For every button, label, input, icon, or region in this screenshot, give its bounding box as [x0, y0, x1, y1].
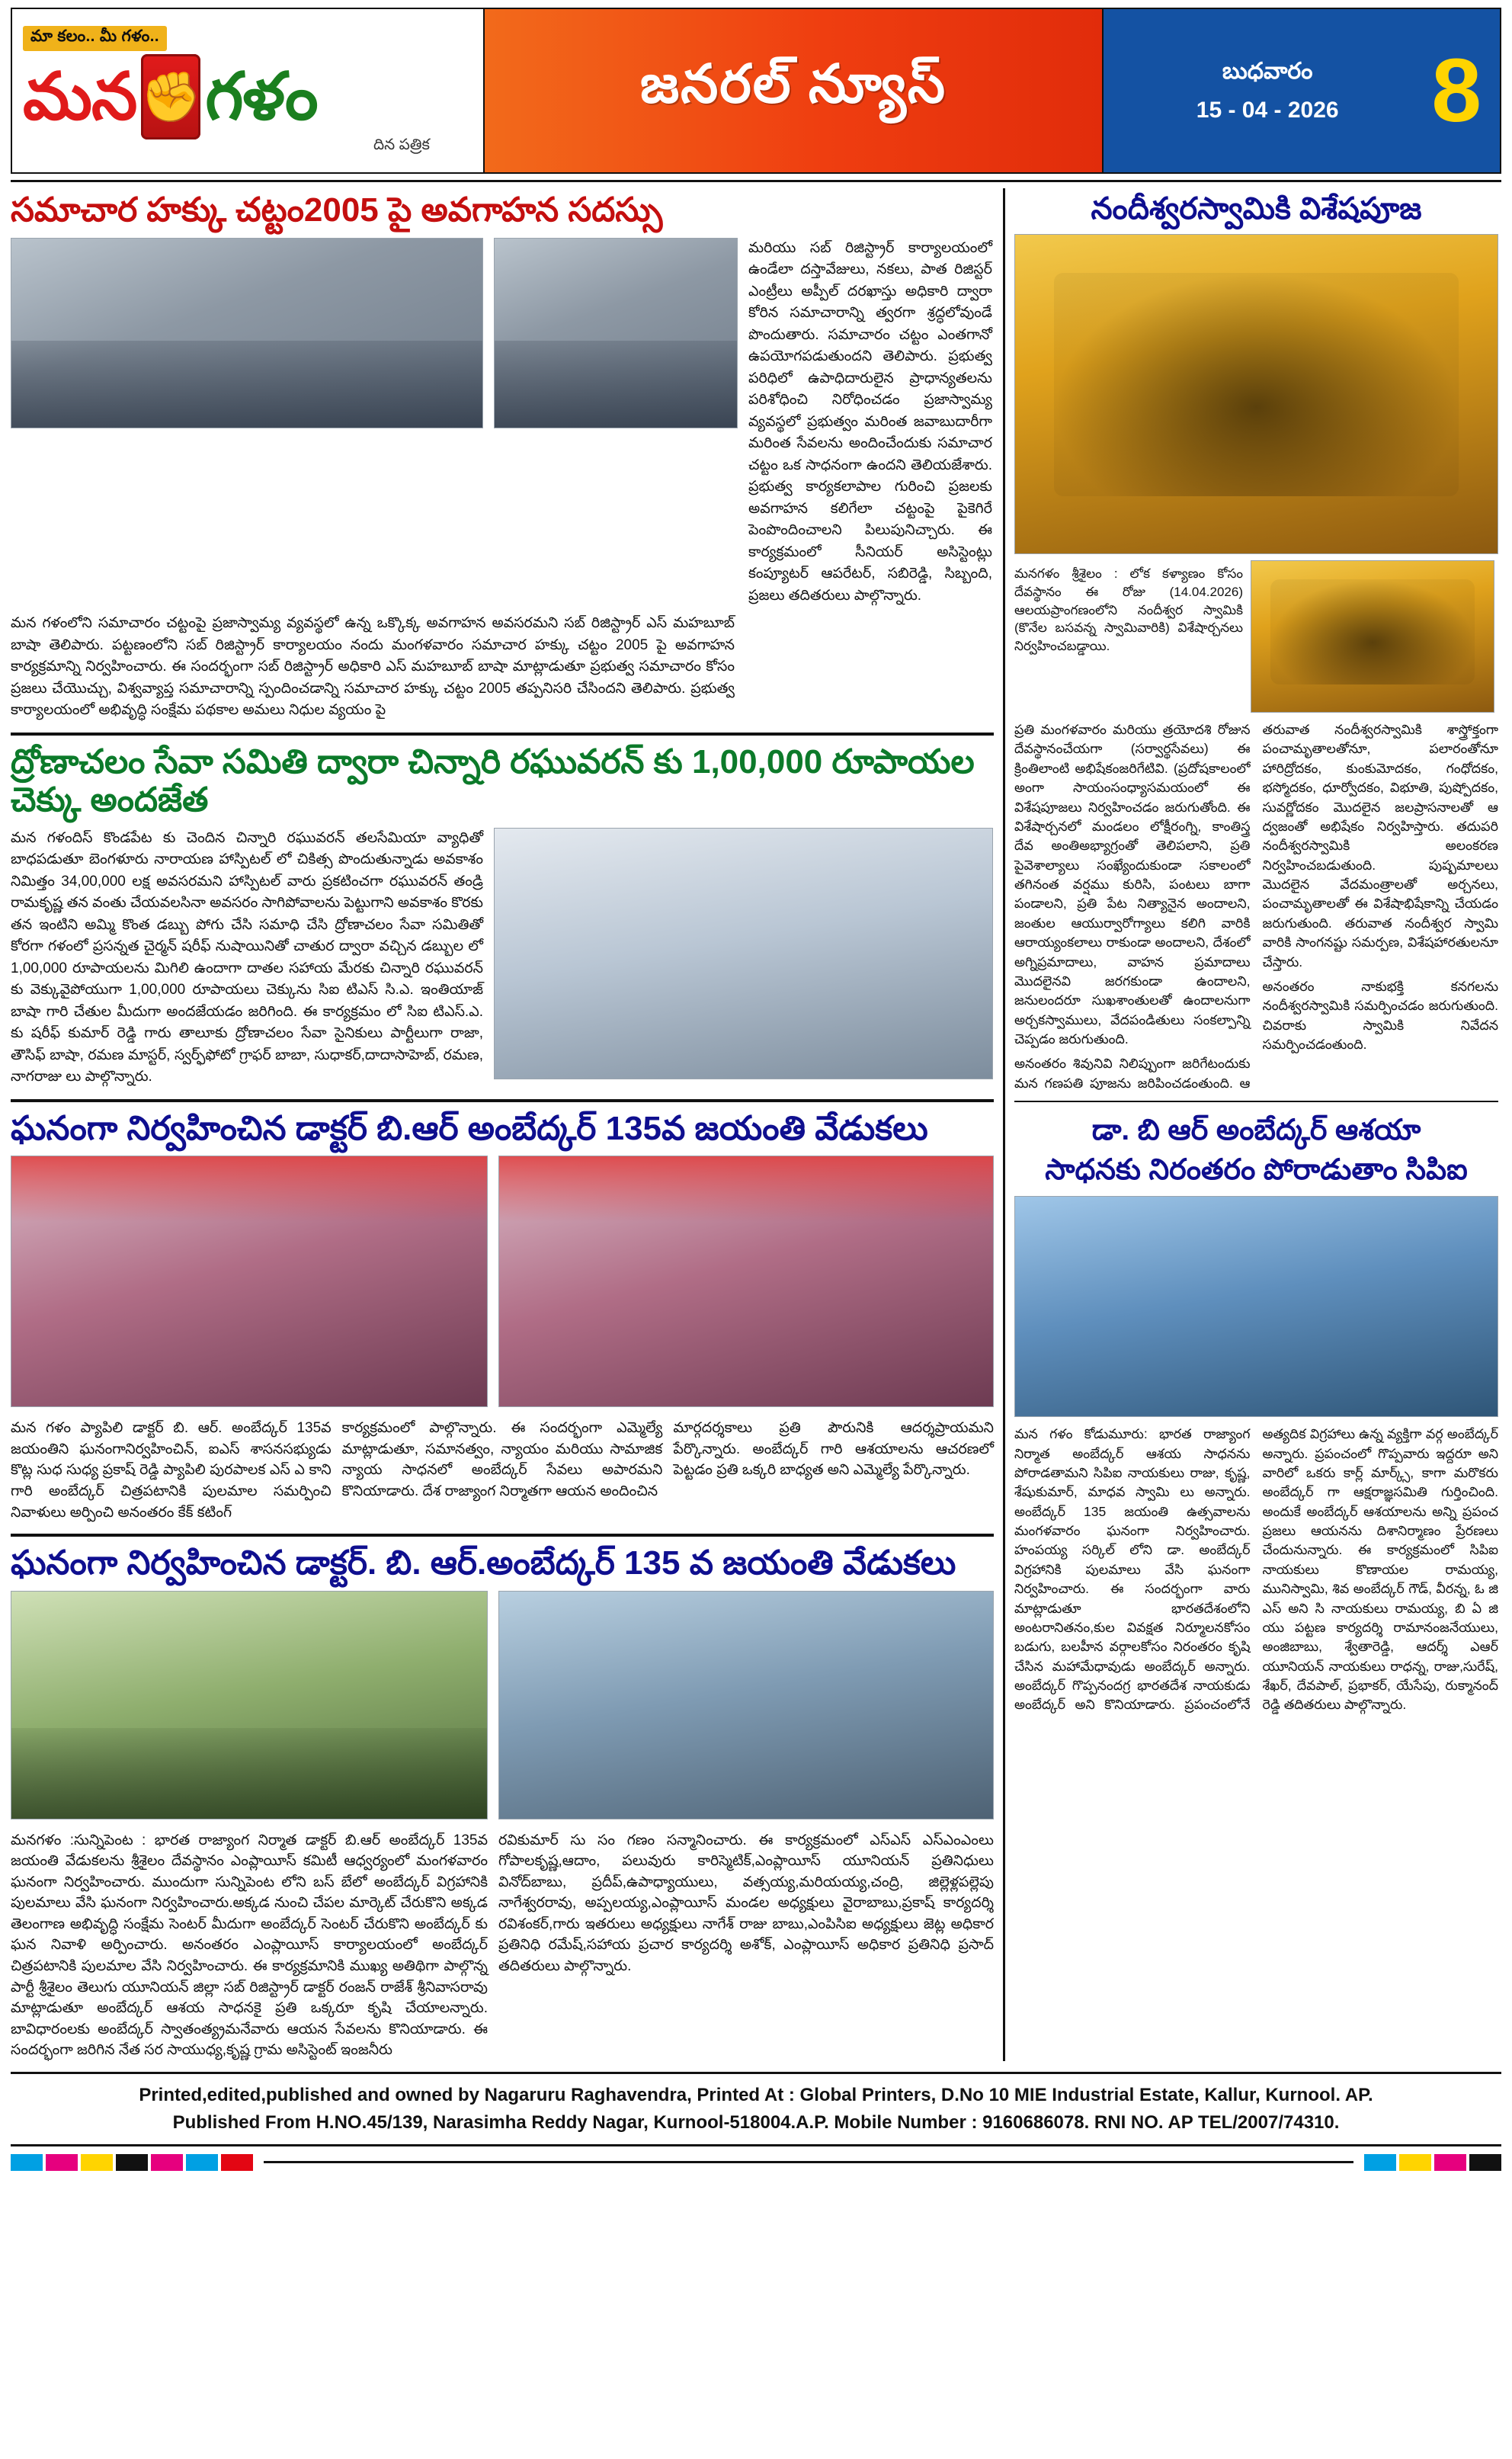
ambedkar-2-caption-1: మనగళం :సున్నిపెంట : భారత రాజ్యాంగ నిర్మాత డాక్టర్ బి.ఆర్ అంబేద్కర్ 135వ జయంతి వేడుకలను శ్రీశైలం దేవస్థానం ఎంప్లాయీస్ కమిటీ ఆధ్వర్యంలో మంగళవారం ఘనంగా నిర్వహించారు. ముందుగా సున్నిపెంట లోని బస్ బేలో అంబేద్కర్ విగ్రహానికి పులమాలు వేసి ఘనంగా నిర్వహించారు.అక్కడ నుంచి చేపల మార్కెట్ చేరుకొని అక్కడ తెలంగాణ అభివృద్ధి సంక్షేమ సెంటర్ మీదుగా అంబేద్కర్ సెంటర్ చేరుకొని అంబేద్కర్ కు ఘన నివాళి అర్పించారు. అనంతరం ఎంప్లాయీస్ కార్యాలయంలో అంబేద్కర్ చిత్రపటానికి పులమాల వేసి నిర్వహించారు. ఈ కార్యక్రమానికి ముఖ్య అతిథిగా పాల్గొన్న పార్టీ శ్రీశైలం తెలుగు యూనియన్ జిల్లా సబ్ రిజిస్ట్రార్ డాక్టర్ రంజన్ రాజేశ్ శ్రీనివాసరావు మాట్లాడుతూ అంబేద్కర్ ఆశయ సాధనకై ప్రతి ఒక్కరూ కృషి చేయాలన్నారు. బావిధారంలకు అంబేద్కర్ స్వాతంత్య్రమనేవారు ఆయన సేవలను కొనియాడారు. ఈ సందర్భంగా జరిగిన నేత సర సాయుధ్య,కృష్ణ గ్రామ అసిస్టెంట్ ఇంజనీరు	[11, 1832, 488, 2059]
nandi-body-p3: అనంతరం నాకుభక్తి కనగలను నందీశ్వరస్వామికి సమర్పించడం జరుగుతుంది. చివరాకు స్వామికి నివేదన సమర్పించడంతుంది.	[1262, 978, 1498, 1052]
priest-puja-photo	[1251, 560, 1494, 713]
footer-line-1: Printed,edited,published and owned by Nagaruru Raghavendra, Printed At : Global Printers, D.No 10 MIE Industrial Estate, Kallur, Kurnool. AP.	[139, 2084, 1373, 2105]
ambedkar-2-caption-2: రవికుమార్ సు సం గణం సన్మానించారు. ఈ కార్యక్రమంలో ఎస్ఎస్ ఎస్ఎంఎంలు గోపాలకృష్ణ,ఆదాం, పలువురు కారిస్మెటిక్,ఎంప్లాయీస్ యూనియన్ ప్రతినిధులు వినోద్‌బాబు, ప్రదీప్,ఉపాధ్యాయులు, వత్సయ్య,మరియయ్య,చంద్రి, జిల్లెళ్లపల్లెపు నాగేశ్వరరావు, అప్పలయ్య,ఎంప్లాయీస్ మండల అధ్యక్షులు వైరాబాబు,ప్రకాష్ కార్యదర్శి రవిశంకర్,గారు ఇతరులు అధ్యక్షులు నాగేశ్ రాజు బాబు,ఎంపిసిఐ అధ్యక్షులు జెట్ల అధికార ప్రతినిధి రమేష్,సహాయ ప్రచార కార్యదర్శి అశోక్, ఎంప్లాయీస్ అధికార ప్రతినిధి ప్రసాద్ తదితరులు పాల్గొన్నారు.	[498, 1832, 994, 1974]
masthead-rule	[11, 180, 1501, 182]
color-swatch-magenta-2	[151, 2154, 183, 2171]
color-swatch-cyan-3	[1364, 2154, 1396, 2171]
color-swatch-cyan	[11, 2154, 43, 2171]
ambedkar-banner-photo	[498, 1591, 994, 1819]
story-ambedkar-1-photos	[11, 1156, 994, 1407]
story-cpi-headline-line1: డా. బి ఆర్ అంబేద్కర్ ఆశయా	[1091, 1114, 1421, 1147]
story-ambedkar-1-captions	[11, 1413, 994, 1523]
color-group-right	[1364, 2154, 1501, 2171]
ambedkar-1-caption-1: మన గళం ప్యాపిలి డాక్టర్ బి. ఆర్. అంబేద్కర్ 135వ జయంతిని ఘనంగానిర్వహించిన్, ఐఎస్ శాసనసభ్యుడు కొట్ల సుధ సుధ్య ప్రకాష్ రెడ్డి ప్యాపిలి పురపాలక ఎస్ ఎ కాని గారి అంబేద్కర్ చిత్రపటానికి పులమాల సమర్పించి నివాళులు అర్పించి అనంతరం కేక్ కటింగ్	[11, 1420, 332, 1521]
page-number: 8	[1431, 40, 1482, 141]
footer-line-2: Published From H.NO.45/139, Narasimha Reddy Nagar, Kurnool-518004.A.P. Mobile Number : 9160686078. RNI NO. AP TEL/2007/74310.	[172, 2111, 1340, 2133]
color-swatch-yellow-2	[1399, 2154, 1431, 2171]
color-swatch-red	[221, 2154, 253, 2171]
story-rti-text-col2: మరియు సబ్ రిజిస్ట్రార్ కార్యాలయంలో ఉండేలా దస్తావేజులు, నకలు, పాత రిజిస్టర్ ఎంట్రీలు అప్పీల్ దరఖాస్తు అధికారి ద్వారా కోరిన సమాచారాన్ని త్వరగా శ్రద్ధలోవుండే పొందుతారు. సమాచారం చట్టం ఎంతగానో ఉపయోగపడుతుందని తెలిపారు. ప్రభుత్వ పరిధిలో ఉపాధిదారులైన ప్రాధాన్యతలను పరిశోధించి నిరోధించడం ప్రజాస్వామ్య వ్యవస్థలో ప్రభుత్వం మరింత జవాబుదారీగా మరింత సేవలను అందించేందుకు సమాచార చట్టం ఒక సాధనంగా ఉందని తెలియజేశారు. ప్రభుత్వ కార్యకలాపాల గురించి ప్రజలకు అవగాహన కలిగేలా చట్టంపై పైకెగిరే పెంపొందించాలని పిలుపునిచ్చారు. ఈ కార్యక్రమంలో సీనియర్ అసిస్టెంట్లు కంప్యూటర్ ఆపరేటర్, సబిరెడ్డి, సిబ్బంది, ప్రజలు తదితరులు పాల్గొన్నారు.	[748, 239, 992, 604]
masthead	[11, 8, 1501, 174]
masthead-subtitle: దిన పత్రిక	[373, 136, 430, 153]
ambedkar-garland-photo	[11, 1156, 488, 1407]
color-group-left	[11, 2154, 113, 2171]
nandi-body-p1: ప్రతి మంగళవారం మరియు త్రయోదశి రోజున దేవస్థానంచేయగా (సర్వార్థసేవలు) ఈ క్రింతిలాంటి అభిషేకంజరిగేటివి. (ప్రదోషకాలంలో అంగా సాయంసంధ్యాసమయంలో ఈ విశేషపూజలు నిర్వహించడం జరుగుతోంది. ఈ విశేషార్చనలో మండలం లోక్షీరంగ్ని, కాంతిస్త్ర దేవ అంతిఅభ్యాగ్రంతో తెలిపలాని, ప్రతి పైవెశాల్యాలు సంఖ్యేందుకుండా సకాలంలో తగినంత వర్షము కురిసి, పంటలు బాగా పండాలని, ప్రతి పేట నిత్యానైన అందాలని, జంతుల ఆయుర్వారోగ్యాలు కలిగి వారికి ఆరాయ్యంకలాలు రాకుండా అందాలని, దేశంలో అగ్నిప్రమాదాలు, వాహన ప్రమాదాలు మొదలైనవి జరగకుండా ఉందాలని, జనులందరూ సుఖశాంతులతో ఉందాలనుగా అర్చకస్వాములు, వేదపండితులు సంకల్పాన్ని చెప్పడం జరుగుతుంది.	[1014, 722, 1251, 1047]
story-ambedkar-2-photos	[11, 1591, 994, 1819]
story-rti-text-col1: మన గళంలోని సమాచారం చట్టంపై ప్రజాస్వామ్య వ్యవస్థలో ఉన్న ఒక్కొక్క అవగాహన అవసరమని సబ్ రిజిస్ట్రార్ ఎస్ మహబూబ్ బాషా తెలిపారు. పట్టణంలోని సబ్ రిజిస్ట్రార్ కార్యాలయం నందు మంగళవారం సమాచార హక్కు చట్టం 2005 పై అవగాహన కార్యక్రమాన్ని నిర్వహించారు. ఈ సందర్భంగా సబ్ రిజిస్ట్రార్ అధికారి ఎస్ మహబూబ్ బాషా మాట్లాడుతూ ప్రభుత్వ సమాచారం కోసం ప్రజలు చేయొచ్చు, విశ్వవ్యాప్త సమాచారాన్ని స్పందించడాన్ని సమాచార హక్కు చట్టం 2005 తప్పనిసరి చేసిందని తెలిపారు. ప్రభుత్వ కార్యాలయంలో అభివృద్ధి సంక్షేమ పథకాల అమలు నిధుల వ్యయం పై	[11, 615, 735, 719]
cpi-body-p1: మన గళం కోడుమూరు: భారత రాజ్యాంగ నిర్మాత అంబేద్కర్ ఆశయ సాధనను పోరాడతామని సిపిఐ నాయకులు రాజు, కృష్ణ, శేషుకుమార్, మాధవ స్వామి లు అన్నారు. అంబేద్కర్ 135 జయంతి ఉత్సవాలను మంగళవారం ఘనంగా నిర్వహించారు. హంపయ్య సర్కిల్ లోని డా. అంబేద్కర్ విగ్రహానికి పులమాలు వేసి ఘనంగా నిర్వహించారు. ఈ సందర్భంగా వారు మాట్లాడుతూ భారతదేశంలోని అంటరానితనం,కుల వివక్షత నిర్మూలనకోసం బడుగు, బలహీన వర్గాలకోసం నిరంతరం కృషి చేసిన మహామేధావుడు అంబేద్కర్ అన్నారు. అంబేద్కర్ గొప్పనందగ్ర భారతదేశ నాయకుడు అంబేద్కర్ అని కొనియాడారు. ప్రపంచంలోనే అత్యదిక విగ్రహాలు ఉన్న వ్యక్తిగా వర్గ అంబేద్కర్ అన్నారు. ప్రపంచంలో గొప్పవారు ఇద్దరూ అని వారిలో ఒకరు కార్ల్ మార్క్స్, కాగా మరొకరు అంబేద్కర్ గా ఆక్షరాజ్ఞసమితి గుర్తించింది. అందుకే అంబేద్కర్ ఆశయాలను అన్ని ప్రపంచ ప్రజలు ఆయనను దిశానిర్మాణం ప్రేరణలు చేందునున్నారు. ఈ కార్యక్రమంలో సిపిఐ నాయకులు కొణాయల రామయ్య, మునిస్వామి, శివ అంబేద్కర్ గౌడ్, వీరన్న, ఓ జి ఎస్ అని సి నాయకులు రామయ్య, బి ఏ జి యు పట్టణ కార్యదర్శి రామానంజనేయులు, అంజిబాబు, శ్వేతారెడ్డి, ఆదర్శ్ ఎఆర్ యూనియన్ నాయకులు రాధన్న, రాజు,సురేష్, శేఖర్, దేవపాల్, ప్రభాకర్, యేసేపు, రుక్మానంద్ రెడ్డి తదితరులు పాల్గొన్నారు.	[1014, 1426, 1498, 1713]
masthead-tagline: మా కలం.. మీ గళం..	[23, 26, 167, 51]
color-group-mid-left	[116, 2154, 253, 2171]
ambedkar-1-caption-2: కార్యక్రమంలో పాల్గొన్నారు. ఈ సందర్భంగా ఎమ్మెల్యే మాట్లాడుతూ, సమానత్వం, న్యాయం మరియు సామాజిక న్యాయ సాధనలో అంబేద్కర్ సేవలు అపారమని కొనియాడారు. దేశ రాజ్యాంగ నిర్మాతగా ఆయన అందించిన	[341, 1420, 663, 1500]
story-nandi-headline: నందీశ్వరస్వామికి విశేషపూజ	[1091, 192, 1422, 226]
nandi-temple-photo	[1014, 234, 1498, 554]
story-ambedkar-2	[11, 1544, 994, 2061]
divider-1	[11, 733, 994, 736]
cpi-leaders-statue-photo	[1014, 1196, 1498, 1417]
masthead-logo	[12, 9, 485, 172]
story-cheque-row	[11, 828, 994, 1088]
divider-right-1	[1014, 1101, 1498, 1102]
story-cheque-headline: ద్రోణాచలం సేవా సమితి ద్వారా చిన్నారి రఘువరన్ కు 1,00,000 రూపాయల చెక్కు అందజేత	[11, 742, 975, 819]
weekday-label: బుధవారం	[1222, 59, 1313, 84]
color-swatch-black-2	[1469, 2154, 1501, 2171]
fist-icon	[141, 54, 200, 139]
masthead-title-word2: గళం	[205, 59, 318, 133]
masthead-title	[23, 54, 476, 139]
story-rti	[11, 191, 994, 722]
registration-color-bar	[11, 2154, 1501, 2178]
masthead-date-block	[1104, 9, 1500, 172]
story-cheque-text: మన గళందిస్ కొండపేట కు చెందిన చిన్నారి రఘువరన్ తలసేమియా వ్యాధితో బాధపడుతూ బెంగళూరు నారాయణ హాస్పిటల్ లో చికిత్స పొందుతున్నాడు అవకాశం నిమిత్తం 34,00,000 లక్ష అవసరమని హాస్పిటల్ వారు ప్రకటించగా రఘువరన్ తండ్రి రామకృష్ణ తన వంతు చేయవలసినా అవసరం సాగిపోవాలను పెట్టుగాని అవకాశం కొరకు తన ఇంటిని అమ్మి కొంత డబ్బు పోగు చేసి సమాధి చేసి ద్రోణాచలం సేవా సమితితో కోరగా గళంలో ప్రసన్నత చైర్మన్ షరీఫ్ నుషాయినితో చాతుర ద్వారా వచ్చిన డబ్బుల లో 1,00,000 రూపాయలను మిగిలి ఉందాగా దాతల సహాయ మేరకు చిన్నారి రఘువరన్ కు వెక్కువైపోయుగా 1,00,000 రూపాయలు చెక్కును సిఐ టిఎస్ సి.ఎ. ఇంతియాజ్ బాషా గారి చేతుల మీదుగా అందజేయడం జరిగింది. ఈ కార్యక్రమం లో సిఐ టిఎస్.ఎ. కు షరీఫ్ కుమార్ రెడ్డి గారు తాలూకు ద్రోణాచలం సేవా సైనికులు పార్టీలుగా రాజా, తౌసిఫ్ బాషా, రమణ మాస్టర్, స్వర్ఫ్‌ఫోటో గ్రాఫర్ బాబా, సుధాకర్,దాదాసాహెబ్, రమణ, నాగరాజు లు పాల్గొన్నారు.	[11, 829, 483, 1085]
nandi-caption: మనగళం శ్రీశైలం : లోక కళ్యాణం కోసం దేవస్థానం ఈ రోజు (14.04.2026) ఆలయప్రాంగణంలోని నందీశ్వర స్వామికి (కొనేల బసవన్న స్వామివారికి) విశేషార్చనలు నిర్వహించబడ్డాయి.	[1014, 566, 1243, 654]
story-cheque	[11, 743, 994, 1088]
footer-imprint	[11, 2072, 1501, 2146]
date-label: 15 - 04 - 2026	[1196, 98, 1339, 123]
cheque-handover-photo	[494, 828, 993, 1079]
story-ambedkar-1	[11, 1110, 994, 1523]
ambedkar-portrait-photo	[498, 1156, 994, 1407]
story-cpi-headline-line2: సాధనకు నిరంతరం పోరాడుతాం సిపిఐ	[1045, 1153, 1468, 1186]
color-swatch-yellow	[81, 2154, 113, 2171]
section-banner	[485, 9, 1104, 172]
cpi-body	[1014, 1425, 1498, 1717]
nandi-body-p2: అనంతరం శివునివి నిలిప్పుంగా జరిగేటందుకు మన గణపతి పూజను జరిపించడంతుంది. ఆ తరువాత నందీశ్వరస్వామికి శాస్త్రోక్తంగా పంచామృతాలతోనూ, పలారంతోనూ హారిద్రోదకం, కుంకుమోదకం, గంధోదకం, భస్మోదకం, ధూర్వోదకం, విభూతి, పుష్పోదకం, సువర్ణోదకం మొదలైన జలప్రాసనాలతో ఆ ద్వజంతో అభిషేకం నిర్వహిస్తారు. తదుపరి నందీశ్వరస్వామికి అలంకరణ నిర్వహించబడుతుంది. పుష్పమాలలు మొదలైన వేదమంత్రాలతో అర్చనలు, పంచామృతాలతో ఈ విశేషాభిషేకాన్ని చేయడం జరుగుతుంది. తరువాత నందీశ్వర స్వామి వారికి సాంగనష్టు సమర్పణ, విశేషహారతులనూ చేస్తారు.	[1014, 722, 1498, 1091]
color-swatch-magenta	[46, 2154, 78, 2171]
story-rti-top	[11, 238, 994, 608]
left-column	[11, 188, 994, 2061]
rti-meeting-hall-photo	[11, 238, 483, 428]
color-swatch-cyan-2	[186, 2154, 218, 2171]
divider-2	[11, 1099, 994, 1102]
content-area	[11, 188, 1501, 2061]
story-ambedkar-2-captions	[11, 1826, 994, 2061]
story-ambedkar-2-headline: ఘనంగా నిర్వహించిన డాక్టర్. బి. ఆర్.అంబేద్కర్ 135 వ జయంతి వేడుకలు	[11, 1544, 956, 1582]
date-group	[1117, 52, 1418, 130]
story-rti-headline: సమాచార హక్కు చట్టం2005 పై అవగాహన సదస్సు	[11, 191, 663, 229]
nandi-caption-row	[1014, 560, 1498, 713]
rti-officials-photo	[494, 238, 738, 428]
story-ambedkar-1-headline: ఘనంగా నిర్వహించిన డాక్టర్ బి.ఆర్ అంబేద్కర్ 135వ జయంతి వేడుకలు	[11, 1109, 928, 1147]
divider-3	[11, 1534, 994, 1537]
ambedkar-group-photo	[11, 1591, 488, 1819]
color-swatch-magenta-3	[1434, 2154, 1466, 2171]
nandi-body	[1014, 720, 1498, 1093]
registration-line	[264, 2161, 1353, 2163]
color-swatch-black	[116, 2154, 148, 2171]
ambedkar-1-caption-3: మార్గదర్శకాలు ప్రతి పౌరునికి ఆదర్శప్రాయమని పేర్కొన్నారు. అంబేద్కర్ గారి ఆశయాలను ఆచరణలో పెట్టడం ప్రతి ఒక్కరి బాధ్యత అని ఎమ్మెల్యే పేర్కొన్నారు.	[673, 1420, 995, 1479]
right-column	[1003, 188, 1498, 2061]
masthead-title-word1: మన	[23, 59, 137, 133]
section-title: జనరల్ న్యూస్	[640, 54, 947, 114]
